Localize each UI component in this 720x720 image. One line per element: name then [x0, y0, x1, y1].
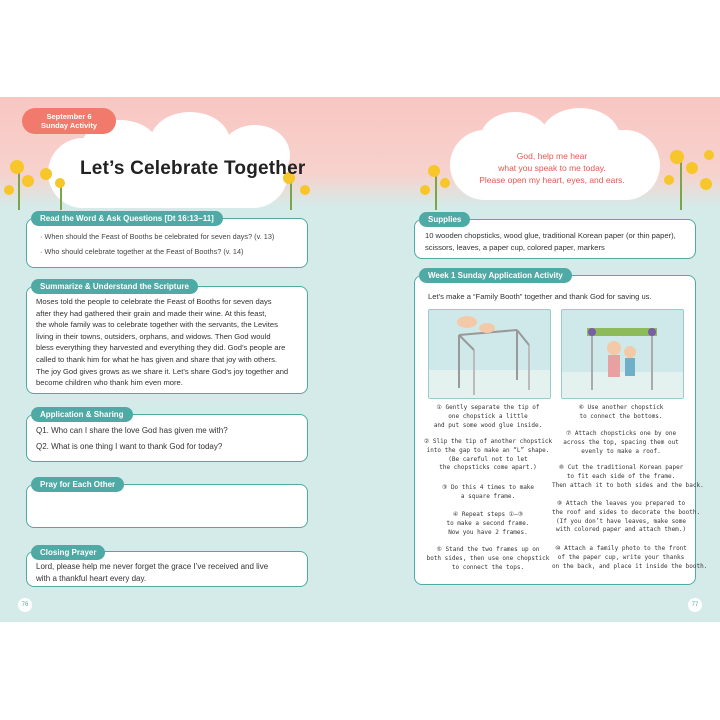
step-9: ⑨ Attach the leaves you prepared to the roof and sides to decorate the booth. (If you don’t have leaves, make some with colored paper and attach them.)	[552, 500, 701, 534]
step-1: ① Gently separate the tip of one chopstick a little and put some wood glue inside.	[433, 404, 543, 429]
summary-text	[36, 296, 304, 389]
activity-tag: Week 1 Sunday Application Activity	[419, 268, 572, 283]
summary-line: bless everything they harvested and everything they did. God’s people are	[36, 343, 286, 353]
summary-line: Moses told the people to celebrate the Feast of Booths for seven days	[36, 297, 272, 306]
supplies-line: scissors, leaves, a paper cup, colored paper, markers	[425, 243, 605, 252]
read-question: · When should the Feast of Booths be celebrated for seven days? (v. 13)	[40, 232, 275, 241]
step-3: ③ Do this 4 times to make a square frame.	[441, 484, 535, 500]
step-6: ⑥ Use another chopstick to connect the bottoms.	[578, 404, 664, 420]
read-question: · Who should celebrate together at the Feast of Booths? (v. 14)	[40, 247, 244, 256]
step-8: ⑧ Cut the traditional Korean paper to fit each side of the frame. Then attach it to both sides and the	[552, 464, 684, 489]
closing-tag: Closing Prayer	[31, 545, 105, 560]
page-title: Let’s Celebrate Together	[80, 158, 306, 179]
summary-line: become children who thank him even more.	[36, 378, 183, 388]
application-question-2: Q2. What is one thing I want to thank God for today?	[36, 442, 223, 451]
step-5: ⑤ Stand the two frames up on both sides, then use one chopstick to connect the tops.	[426, 546, 550, 571]
read-tag: Read the Word & Ask Questions [Dt 16:13–11]	[31, 211, 223, 226]
opening-prayer	[462, 150, 642, 186]
opening-prayer-line: Please open my heart, eyes, and ears.	[479, 175, 625, 185]
pray-tag: Pray for Each Other	[31, 477, 124, 492]
supplies-text	[425, 230, 676, 254]
page-number-right: 77	[688, 598, 702, 612]
date-badge	[22, 108, 116, 134]
step-2: ② Slip the tip of another chopstick into the gap to make an “L” shape. (Be careful not to let the chopsticks come apart.)	[423, 438, 553, 472]
step-4: ④ Repeat steps ①–③ to make a second frame. Now you have 2 frames.	[446, 511, 530, 536]
supplies-line: 10 wooden chopsticks, wood glue, traditional Korean paper (or thin paper),	[425, 231, 676, 240]
step-10: ⑩ Attach a family photo to the front of the paper cup, write your thanks on the back, and place it inside the	[552, 545, 687, 570]
closing-line: Lord, please help me never forget the grace I’ve received and live	[36, 562, 269, 571]
summary-line: called to thank him for what he has given and share that joy with others.	[36, 354, 278, 364]
summary-line: The joy God gives grows as we share it. Let’s share God’s joy together and	[36, 366, 289, 376]
closing-prayer-text	[36, 561, 268, 585]
opening-prayer-line: God, help me hear	[516, 151, 588, 161]
application-tag: Application & Sharing	[31, 407, 133, 422]
date-badge-text: September 6 Sunday Activity	[41, 112, 97, 130]
opening-prayer-line: what you speak to me today.	[498, 163, 606, 173]
summary-line: living in their towns, outsiders, orphans, and widows. Then God would	[36, 331, 271, 341]
summarize-tag: Summarize & Understand the Scripture	[31, 279, 198, 294]
closing-line: with a thankful heart every day.	[36, 574, 147, 583]
family-booth-illustration-icon	[561, 309, 684, 399]
step-7: ⑦ Attach chopsticks one by one across the top, spacing them out evenly to make a roof.	[563, 430, 679, 455]
booth-illustration-icon	[428, 309, 551, 399]
summary-line: the whole family was to celebrate together with the servants, the Levites	[36, 320, 278, 330]
supplies-tag: Supplies	[419, 212, 470, 227]
page-number-left: 76	[18, 598, 32, 612]
application-question-1: Q1. Who can I share the love God has given me with?	[36, 426, 228, 435]
activity-intro: Let’s make a “Family Booth” together and thank God for saving us.	[428, 292, 652, 301]
summary-line: after they had gathered their grain and made their wine. At this feast,	[36, 308, 267, 318]
